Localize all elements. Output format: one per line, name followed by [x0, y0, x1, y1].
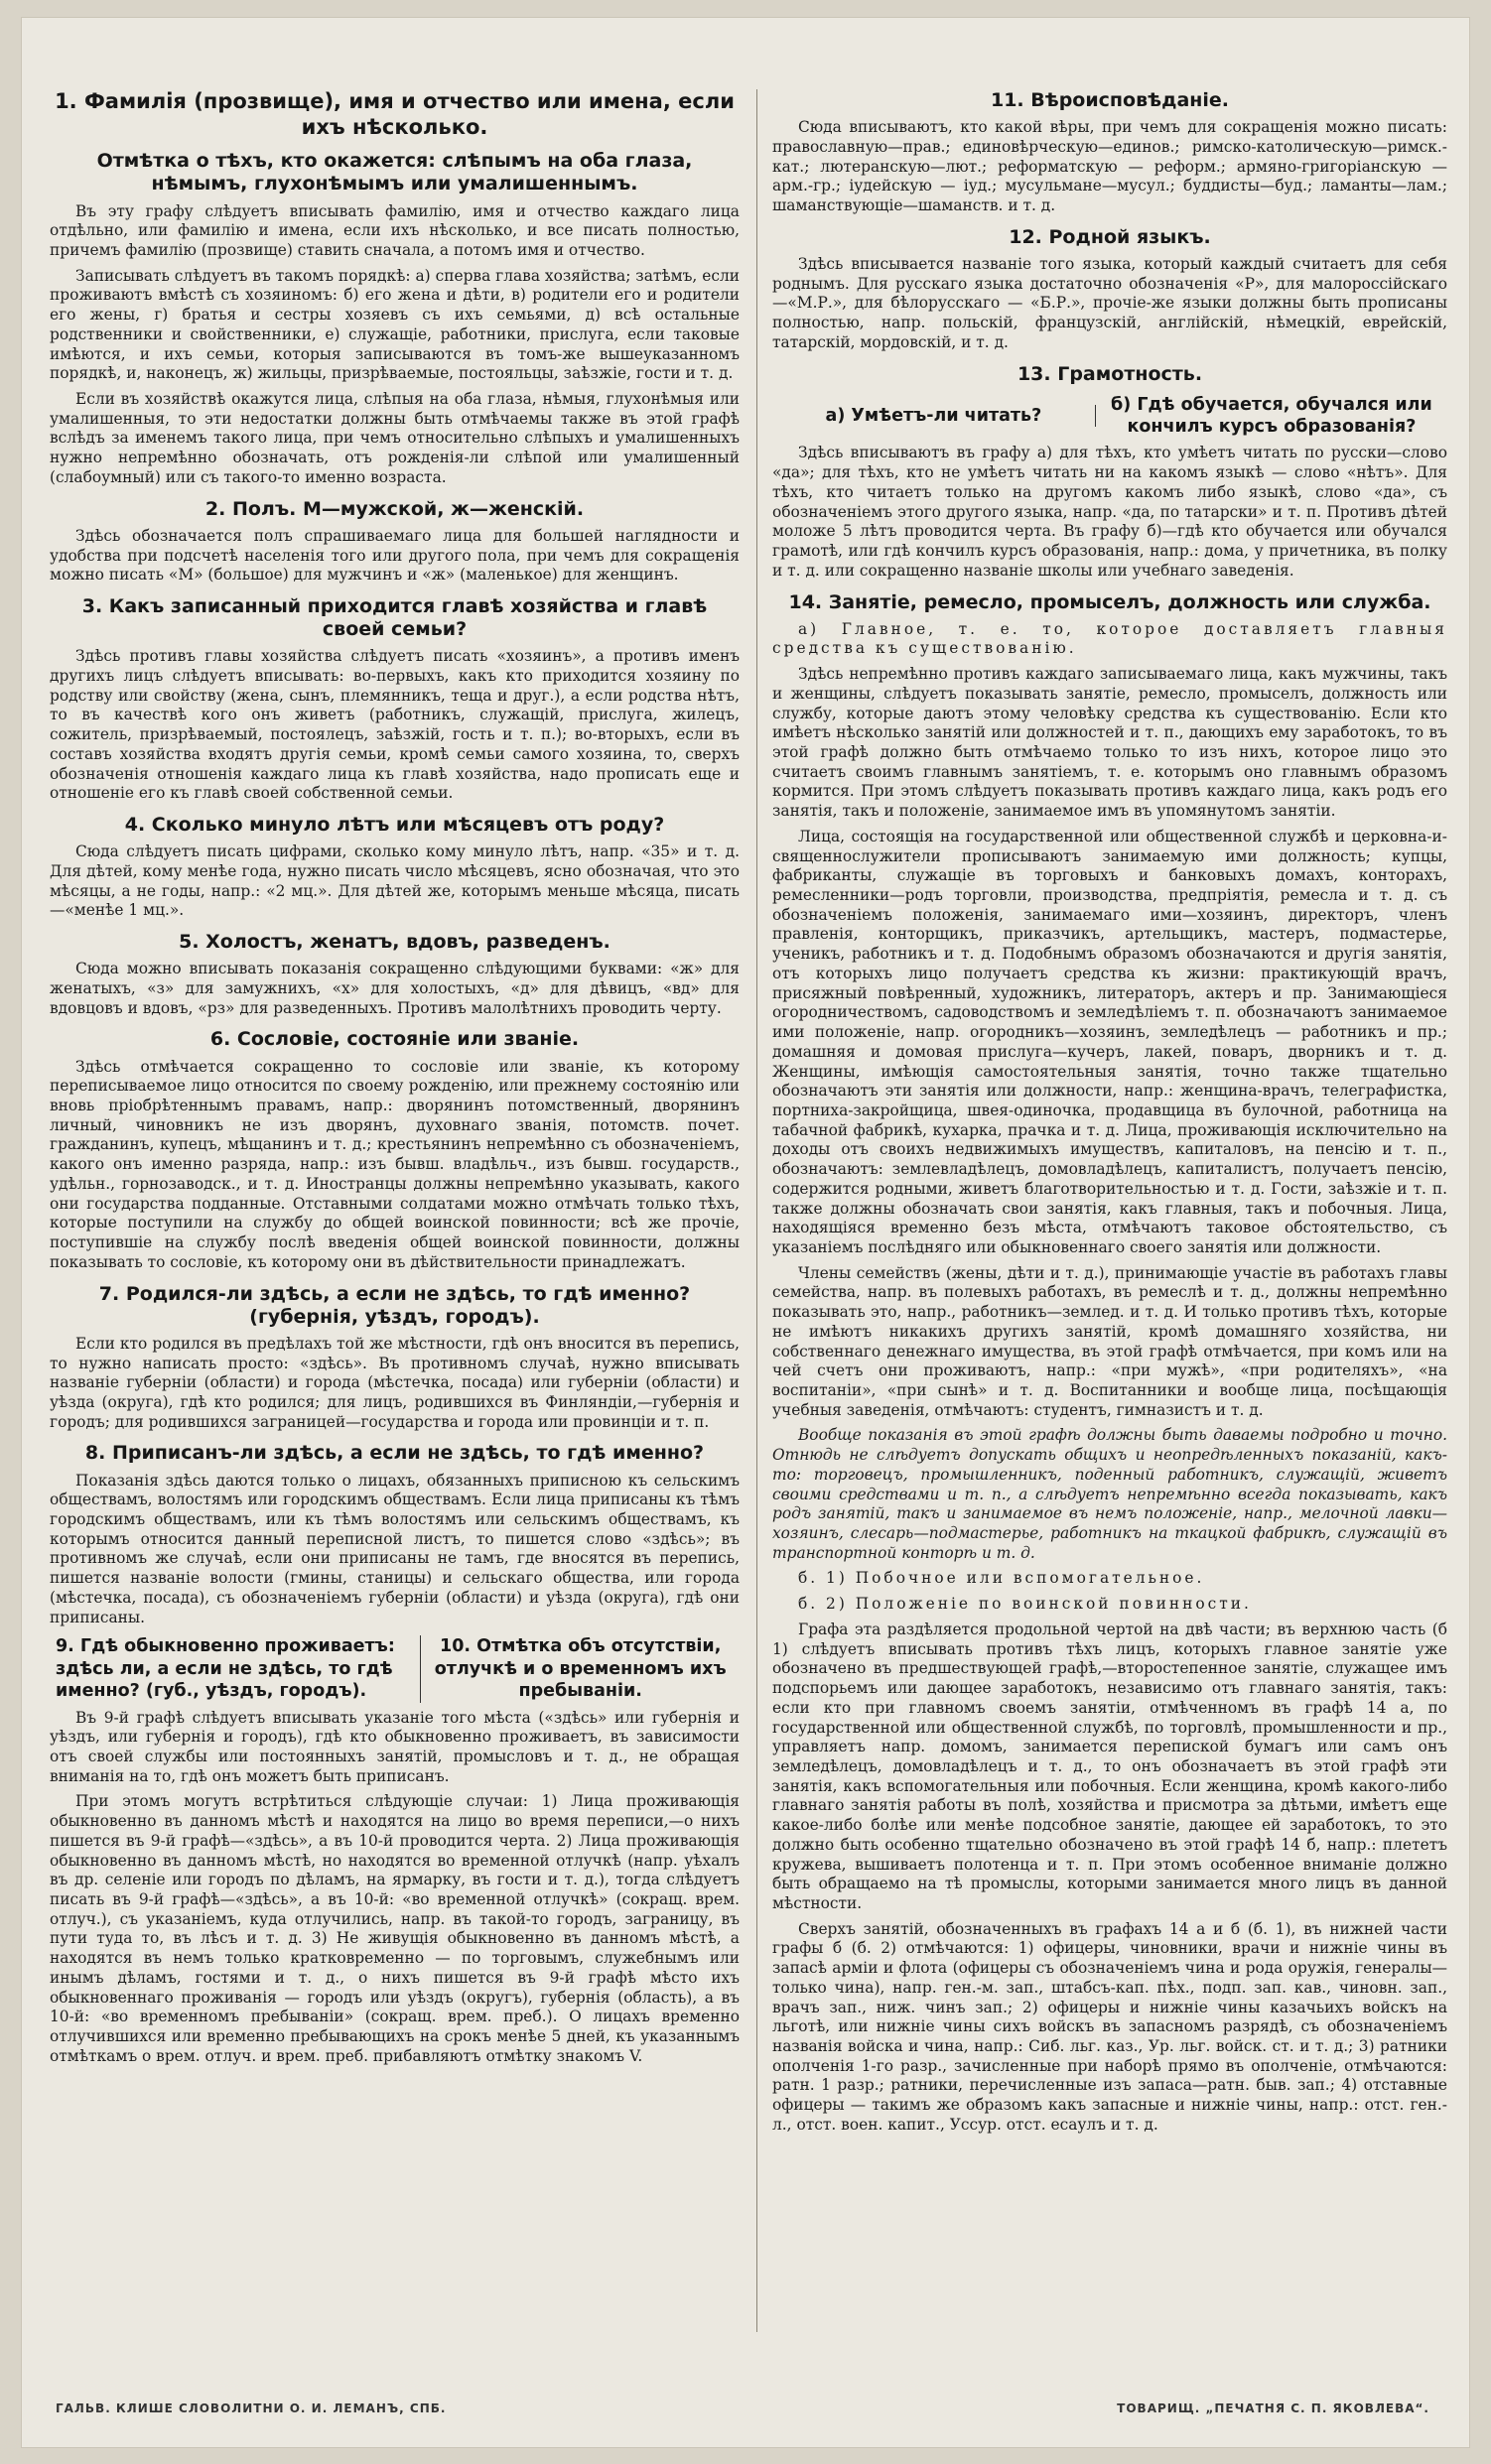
- left-column: [50, 79, 740, 2352]
- section-1-subtitle: Отмѣтка о тѣхъ, кто окажется: слѣпымъ на оба глаза, нѣмымъ, глухонѣмымъ или умалишеннымъ.: [96, 150, 693, 195]
- section-14-paragraph: Здѣсь непремѣнно противъ каждаго записываемаго лица, какъ мужчины, такъ и женщины, слѣдуетъ показывать занятіе, ремесло, промыселъ, должность или службу, которые даютъ этому человѣку средства къ существованію. Если кто имѣетъ нѣсколько занятій или должностей и т. п., дающихъ ему заработокъ, то въ этой графѣ должно быть отмѣчаемо только то изъ нихъ, которое лицо это считаетъ своимъ главнымъ занятіемъ, т. е. которымъ оно главнымъ образомъ кормится. При этомъ слѣдуетъ показывать противъ каждаго лица, какъ родъ его занятія, такъ и положеніе, занимаемое имъ въ упомянутомъ занятіи.: [772, 665, 1447, 821]
- section-1-paragraph: Въ эту графу слѣдуетъ вписывать фамилію, имя и отчество каждаго лица отдѣльно, или фамилію и имена, если ихъ нѣсколько, и все писать полностью, причемъ фамилію (прозвище) ставить сначала, а потомъ имя и отчество.: [50, 201, 740, 259]
- section-14-note: Вообще показанія въ этой графѣ должны быть даваемы подробно и точно. Отнюдь не слѣдуетъ допускать общихъ и неопредѣленныхъ показаній, какъ-то: торговецъ, промышленникъ, поденный работникъ, служащій, живетъ своими средствами и т. п., а слѣдуетъ непремѣнно всегда показывать, какъ родъ занятій, такъ и занимаемое въ немъ положеніе, напр., мелочной лавки—хозяинъ, слесарь—подмастерье, работникъ на ткацкой фабрикѣ, служащій въ транспортной конторѣ и т. д.: [772, 1426, 1447, 1562]
- section-13-paragraph: Здѣсь вписываютъ въ графу а) для тѣхъ, кто умѣетъ читать по русски—слово «да»; для тѣхъ, кто не умѣетъ читать ни на какомъ языкѣ — слово «нѣтъ». Для тѣхъ, кто читаетъ только на другомъ какомъ либо языкѣ, слово «да», съ обозначеніемъ этого другого языка, напр. «да, по татарски» и т. п. Противъ дѣтей моложе 5 лѣтъ проводится черта. Въ графу б)—гдѣ кто обучается или обучался грамотѣ, или гдѣ кончилъ курсъ образованія, напр.: дома, у причетника, въ полку и т. д. или сокращенно названіе школы или учебнаго заведенія.: [772, 444, 1447, 580]
- section-2-title: 2. Полъ. М—мужской, ж—женскій.: [204, 497, 585, 520]
- column-divider: [756, 89, 757, 2332]
- printer-imprint-right: ТОВАРИЩ. „ПЕЧАТНЯ С. П. ЯКОВЛЕВА“.: [1117, 2401, 1429, 2415]
- section-1-title: 1. Фамилія (прозвище), имя и отчество или имена, если ихъ нѣсколько.: [55, 89, 735, 139]
- section-11-title: 11. Вѣроисповѣданіе.: [990, 89, 1230, 111]
- section-14-paragraph: Лица, состоящія на государственной или общественной службѣ и церковна-и-священнослужители прописываютъ занимаемую ими должность; купцы, фабриканты, служащіе въ торговыхъ и банковыхъ домахъ, конторахъ, ремесленники—родъ торговли, производства, предпріятія, ремесла и т. д. съ обозначеніемъ положенія, занимаемаго ими—хозяинъ, директоръ, членъ правленія, конторщикъ, приказчикъ, артельщикъ, мастеръ, подмастерье, ученикъ, работникъ и т. д. Подобнымъ образомъ обозначаются и другія занятія, отъ которыхъ лицо получаетъ средства къ жизни: практикующій врачъ, присяжный повѣренный, художникъ, литераторъ, актеръ и пр. Занимающіеся огородничествомъ, садоводствомъ и земледѣліемъ т. п. обозначаютъ занимаемое ими положеніе, напр. огородникъ—хозяинъ, земледѣлецъ — работникъ и пр.; домашняя и домовая прислуга—кучеръ, лакей, поваръ, дворникъ и т. д. Женщины, имѣющія самостоятельныя занятія, точно также тщательно обозначаютъ эти занятія или должности, напр.: женщина-врачъ, телеграфистка, портниха-закройщица, швея-одиночка, продавщица въ булочной, работница на табачной фабрикѣ, кухарка, прачка и т. д. Лица, проживающія исключительно на доходы отъ своихъ недвижимыхъ имуществъ, капиталовъ, на пенсію и т. п., обозначаютъ: землевладѣлецъ, домовладѣлецъ, капиталистъ, получаетъ пенсію, содержится родными, живетъ благотворительностью и т. д. Гости, заѣзжіе и т. п. также должны обозначать свои занятія, какъ главныя, такъ и побочныя. Лица, находящіяся временно безъ мѣста, отмѣчаютъ таковое обстоятельство, съ указаніемъ послѣдняго или обыкновеннаго своего занятія или должности.: [772, 827, 1447, 1256]
- section-3-title: 3. Какъ записанный приходится главѣ хозяйства и главѣ своей семьи?: [81, 594, 708, 641]
- section-8-paragraph: Показанія здѣсь даются только о лицахъ, обязанныхъ приписною къ сельскимъ обществамъ, волостямъ или городскимъ обществамъ. Если лица приписаны къ тѣмъ городскимъ обществамъ, или къ тѣмъ волостямъ или сельскимъ обществамъ, къ которымъ относится данный переписной листъ, то пишется слово «здѣсь»; въ противномъ же случаѣ, если они приписаны не тамъ, где вносятся въ перепись, пишется названіе волости (гмины, станицы) и сельскаго общества, или города (мѣстечка, посада), съ обозначеніемъ губерніи (области) и уѣзда (округа), гдѣ они приписаны.: [50, 1471, 740, 1626]
- section-4-paragraph: Сюда слѣдуетъ писать цифрами, сколько кому минуло лѣтъ, напр. «35» и т. д. Для дѣтей, кому менѣе года, нужно писать число мѣсяцевъ, ясно обозначая, что это мѣсяцы, а не годы, напр.: «2 мц.». Для дѣтей же, которымъ меньше мѣсяца, писать—«менѣе 1 мц.».: [50, 843, 740, 920]
- section-10-title: 10. Отмѣтка объ отсутствіи, отлучкѣ и о временномъ ихъ пребываніи.: [434, 1636, 727, 1702]
- section-13a-title: а) Умѣетъ-ли читать?: [772, 405, 1096, 427]
- census-instruction-sheet: [22, 18, 1469, 2447]
- section-8-title: 8. Приписанъ-ли здѣсь, а если не здѣсь, то гдѣ именно?: [84, 1442, 705, 1465]
- section-5-title: 5. Холостъ, женатъ, вдовъ, разведенъ.: [179, 931, 610, 954]
- section-7-paragraph: Если кто родился въ предѣлахъ той же мѣстности, гдѣ онъ вносится въ перепись, то нужно написать просто: «здѣсь». Въ противномъ случаѣ, нужно вписывать названіе губерніи (области) и города (мѣстечка, посада) или губерніи (области) и уѣзда (округа), гдѣ кто родился; для лицъ, родившихся въ Финляндіи,—губернія и городъ; для родившихся заграницей—государства и города или провинціи и т. п.: [50, 1334, 740, 1431]
- section-6-title: 6. Сословіе, состояніе или званіе.: [209, 1028, 580, 1051]
- section-1-paragraph: Записывать слѣдуетъ въ такомъ порядкѣ: а) сперва глава хозяйства; затѣмъ, если проживаютъ вмѣстѣ съ хозяиномъ: б) его жена и дѣти, в) родители его и родители его жены, г) братья и сестры хозяевъ съ ихъ семьями, д) всѣ остальные родственники и свойственники, е) служащіе, работники, прислуга, если таковые имѣются, и ихъ семьи, которыя записываются въ томъ-же вышеуказанномъ порядкѣ, и, наконецъ, ж) жильцы, призрѣваемые, постояльцы, заѣзжіе, гости и т. д.: [50, 266, 740, 383]
- section-13-title: 13. Грамотность.: [1017, 362, 1203, 385]
- section-7-title: 7. Родился-ли здѣсь, а если не здѣсь, то гдѣ именно? (губернія, уѣздъ, городъ).: [98, 1282, 691, 1328]
- section-9-paragraph: При этомъ могутъ встрѣтиться слѣдующіе случаи: 1) Лица проживающія обыкновенно въ данномъ мѣстѣ и находятся на лицо во время переписи,—о нихъ пишется въ 9-й графѣ—«здѣсь», а въ 10-й проводится черта. 2) Лица проживающія обыкновенно въ данномъ мѣстѣ, но находятся во временной отлучкѣ (напр. уѣхалъ въ др. селеніе или городъ по дѣламъ, на ярмарку, въ гости и т. д.), тогда слѣдуетъ писать въ 9-й графѣ—«здѣсь», а въ 10-й: «во временной отлучкѣ» (сокращ. врем. отлуч.), съ указаніемъ, куда отлучились, напр. въ такой-то городъ, заграницу, въ пути туда то, въ лѣсъ и т. д. 3) Не живущія обыкновенно въ данномъ мѣстѣ, а находятся въ немъ только кратковременно — по торговымъ, служебнымъ или инымъ дѣламъ, гостями и т. д., о нихъ пишется въ 9-й графѣ мѣсто ихъ обыкновеннаго проживанія — городъ или уѣздъ (округъ), губернія (область), а въ 10-й: «во временномъ пребываніи» (сокращ. врем. преб.). О лицахъ временно отлучившихся или временно пребывающихъ на срокъ менѣе 5 дней, къ указаннымъ отмѣткамъ о врем. отлуч. и врем. преб. прибавляютъ отмѣтку знакомъ V.: [50, 1792, 740, 2065]
- right-column: [772, 79, 1447, 2352]
- section-12-paragraph: Здѣсь вписывается названіе того языка, который каждый считаетъ для себя роднымъ. Для русскаго языка достаточно обозначенія «Р», для малороссійскаго—«М.Р.», для бѣлорусскаго — «Б.Р.», прочіе-же языки должны быть прописаны полностью, напр. польскій, французскій, англійскій, нѣмецкій, еврейскій, татарскій, мордовскій, и т. д.: [772, 254, 1447, 351]
- section-14-title: 14. Занятіе, ремесло, промыселъ, должность или служба.: [788, 590, 1431, 613]
- section-6-paragraph: Здѣсь отмѣчается сокращенно то сословіе или званіе, къ которому переписываемое лицо относится по своему рожденію, или прежнему состоянію или вновь пріобрѣтеннымъ правамъ, напр.: дворянинъ потомственный, дворянинъ личный, чиновникъ не изъ дворянъ, духовнаго званія, потомств. почет. гражданинъ, купецъ, мѣщанинъ и т. д.; крестьянинъ непремѣнно съ обозначеніемъ, какого онъ именно разряда, напр.: изъ бывш. владѣльч., изъ бывш. государств., удѣльн., горнозаводск., и т. д. Иностранцы должны непремѣнно указывать, какого они государства подданные. Отставными солдатами можно отмѣчать только тѣхъ, которые поступили на службу до общей воинской повинности; всѣ же прочіе, поступившіе на службу послѣ введенія общей воинской повинности, должны показывать то сословіе, къ которому они въ дѣйствительности принадлежатъ.: [50, 1057, 740, 1271]
- section-14b1-heading: б. 1) Побочное или вспомогательное.: [798, 1569, 1205, 1588]
- section-4-title: 4. Сколько минуло лѣтъ или мѣсяцевъ отъ роду?: [124, 814, 665, 837]
- section-13b-title: б) Гдѣ обучается, обучался или кончилъ курсъ образованія?: [1111, 394, 1432, 438]
- sections-9-10-header: [50, 1635, 740, 1702]
- section-5-paragraph: Сюда можно вписывать показанія сокращенно слѣдующими буквами: «ж» для женатыхъ, «з» для замужнихъ, «х» для холостыхъ, «д» для дѣвицъ, «вд» для вдовцовъ и вдовъ, «рз» для разведенныхъ. Противъ малолѣтнихъ проводить черту.: [50, 960, 740, 1017]
- section-14a-heading: а) Главное, т. е. то, которое доставляетъ главныя средства къ существованію.: [772, 619, 1447, 658]
- section-9-paragraph: Въ 9-й графѣ слѣдуетъ вписывать указаніе того мѣста («здѣсь» или губернія и уѣздъ, или губернія и городъ), гдѣ кто обыкновенно проживаетъ, въ зависимости отъ своей службы или постоянныхъ занятій, промысловъ и т. д., не обращая вниманія на то, гдѣ онъ можетъ быть приписанъ.: [50, 1708, 740, 1785]
- section-1-paragraph: Если въ хозяйствѣ окажутся лица, слѣпыя на оба глаза, нѣмыя, глухонѣмыя или умалишенныя, то эти недостатки должны быть отмѣчаемы также въ этой графѣ вслѣдъ за именемъ такого лица, при чемъ относительно слѣпыхъ и умалишенныхъ нужно непремѣнно обозначать, отъ рожденія-ли слѣпой или умалишенный (слабоумный) или съ такого-то именно возраста.: [50, 390, 740, 486]
- section-14-paragraph: Графа эта раздѣляется продольной чертой на двѣ части; въ верхнюю часть (б 1) слѣдуетъ вписывать противъ тѣхъ лицъ, которыхъ главное занятіе уже обозначено въ предшествующей графѣ,—второстепенное занятіе, служащее имъ подспорьемъ или дающее заработокъ, независимо отъ главнаго занятія, такъ: если кто при главномъ своемъ занятіи, отмѣченномъ въ графѣ 14 а, по государственной или общественной службѣ, по торговлѣ, промышленности и пр., управляетъ напр. домомъ, занимается перепиской бумагъ или самъ онъ земледѣлецъ, домовладѣлецъ и т. д., то онъ обозначаетъ въ этой графѣ эти занятія, какъ вспомогательныя или побочныя. Если женщина, кромѣ какого-либо главнаго занятія работы въ полѣ, хозяйства и присмотра за дѣтьми, имѣетъ еще какое-либо болѣе или менѣе подсобное занятіе, дающее ей заработокъ, то это должно быть особенно тщательно обозначено въ этой графѣ 14 б, напр.: плететъ кружева, вышиваетъ полотенца и т. п. При этомъ особенное вниманіе должно быть обращаемо на тѣ промыслы, которыми занимается много лицъ въ данной мѣстности.: [772, 1620, 1447, 1912]
- section-13-subheader: [772, 394, 1447, 439]
- section-12-title: 12. Родной языкъ.: [1009, 225, 1211, 248]
- section-14-paragraph: Члены семействъ (жены, дѣти и т. д.), принимающіе участіе въ работахъ главы семейства, напр. въ полевыхъ работахъ, въ ремеслѣ и т. д., должны непремѣнно показывать это, напр., работникъ—землед. и т. д. И только противъ тѣхъ, которые не имѣютъ никакихъ другихъ занятій, кромѣ домашняго хозяйства, ни собственнаго денежнаго имущества, въ этой графѣ отмѣчается, при комъ или на чей счетъ они проживаютъ, напр.: «при мужѣ», «при родителяхъ», «на воспитаніи», «при сынѣ» и т. д. Воспитанники и вообще лица, посѣщающія учебныя заведенія, отмѣчаютъ: студентъ, гимназистъ и т. д.: [772, 1263, 1447, 1419]
- section-2-paragraph: Здѣсь обозначается полъ спрашиваемаго лица для большей наглядности и удобства при подсчетѣ населенія того или другого пола, при чемъ для сокращенія можно писать «М» (большое) для мужчинъ и «ж» (маленькое) для женщинъ.: [50, 526, 740, 584]
- section-14b2-heading: б. 2) Положеніе по воинской повинности.: [798, 1595, 1252, 1614]
- section-9-title: 9. Гдѣ обыкновенно проживаетъ: здѣсь ли, а если не здѣсь, то гдѣ именно? (губ., уѣздъ, городъ).: [50, 1635, 421, 1702]
- section-3-paragraph: Здѣсь противъ главы хозяйства слѣдуетъ писать «хозяинъ», а противъ именъ другихъ лицъ слѣдуетъ вписывать: во-первыхъ, какъ кто приходится хозяину по родству или свойству (жена, сынъ, племянникъ, теща и друг.), а если родства нѣтъ, то въ качествѣ кого онъ живетъ (работникъ, служащій, прислуга, жилецъ, сожитель, призрѣваемый, постоялецъ, заѣзжій, гость и т. п.); во-вторыхъ, если въ составъ хозяйства входятъ другія семьи, кромѣ семьи самого хозяина, то, сверхъ обозначенія отношенія каждаго лица къ главѣ хозяйства, надо прописать еще и отношеніе его къ главѣ своей собственной семьи.: [50, 647, 740, 803]
- section-11-paragraph: Сюда вписываютъ, кто какой вѣры, при чемъ для сокращенія можно писать: православную—прав.; единовѣрческую—единов.; римско-католическую—римск.-кат.; лютеранскую—лют.; реформатскую — реформ.; армяно-григоріанскую — арм.-гр.; іудейскую — іуд.; мусульмане—мусул.; буддисты—буд.; ламанты—лам.; шаманствующіе—шаманств. и т. д.: [772, 118, 1447, 215]
- printer-imprint-left: ГАЛЬВ. КЛИШЕ СЛОВОЛИТНИ О. И. ЛЕМАНЪ, СПБ.: [56, 2401, 447, 2415]
- section-14-paragraph: Сверхъ занятій, обозначенныхъ въ графахъ 14 а и б (б. 1), въ нижней части графы б (б. 2) отмѣчаются: 1) офицеры, чиновники, врачи и нижніе чины въ запасѣ арміи и флота (офицеры съ обозначеніемъ чина и рода оружія, генералы—только чина), напр. ген.-м. зап., штабсъ-кап. пѣх., подп. зап. кав., чиновн. зап., врачъ зап., ниж. чинъ зап.; 2) офицеры и нижніе чины казачьихъ войскъ на льготѣ, или нижніе чины сихъ войскъ въ запасномъ разрядѣ, съ обозначеніемъ названія войска и чина, напр.: Сиб. льг. каз., Ур. льг. войск. ст. и т. д.; 3) ратники ополченія 1-го разр., зачисленные при наборѣ прямо въ ополченіе, отмѣчаются: ратн. 1 разр.; ратники, перечисленные изъ запаса—ратн. быв. зап.; 4) отставные офицеры — такимъ же образомъ какъ запасные и нижніе чины, напр.: отст. ген.-л., отст. воен. капит., Уссур. отст. есаулъ и т. д.: [772, 1919, 1447, 2134]
